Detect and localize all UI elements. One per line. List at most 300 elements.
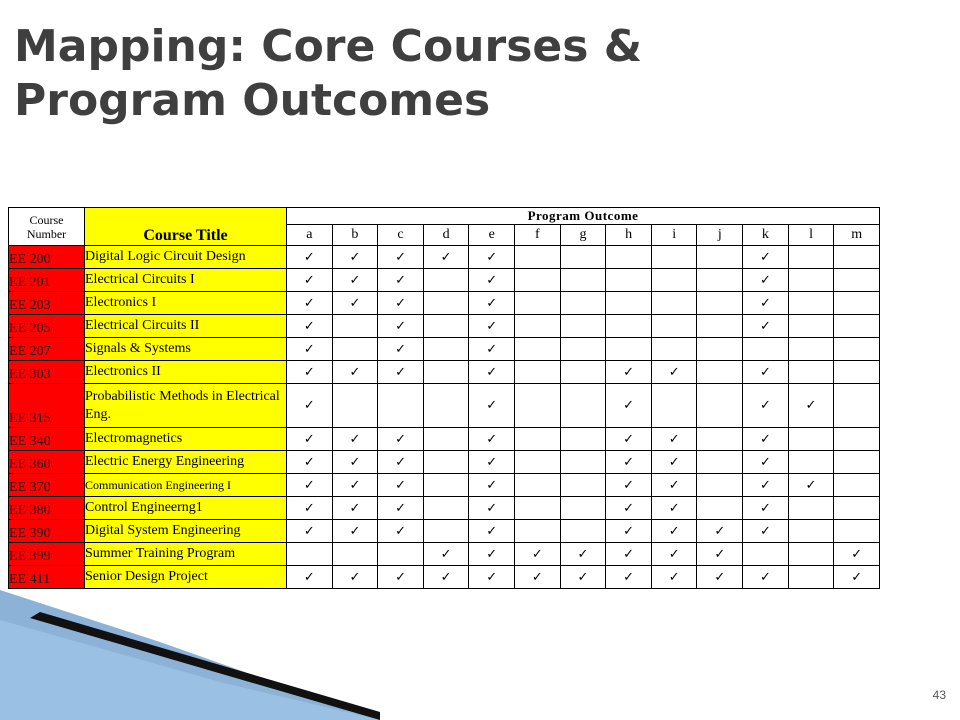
outcome-cell-e	[469, 474, 515, 497]
outcome-cell-b	[332, 384, 378, 428]
outcome-cell-c	[378, 269, 424, 292]
outcome-cell-m	[834, 474, 880, 497]
outcome-cell-i	[651, 451, 697, 474]
check-icon: ✓	[486, 364, 498, 380]
check-icon: ✓	[303, 398, 315, 413]
check-icon: ✓	[440, 249, 452, 265]
course-title-cell: Electric Energy Engineering	[85, 451, 287, 474]
check-icon: ✓	[303, 500, 315, 516]
check-icon: ✓	[440, 546, 452, 562]
outcome-cell-h	[606, 338, 652, 361]
check-icon: ✓	[440, 569, 452, 585]
course-number-cell: EE 370	[9, 474, 85, 497]
check-icon: ✓	[668, 454, 680, 470]
outcome-cell-c	[378, 497, 424, 520]
check-icon: ✓	[486, 569, 498, 585]
check-icon: ✓	[303, 431, 315, 447]
outcome-cell-i	[651, 292, 697, 315]
outcome-cell-j	[697, 384, 743, 428]
outcome-cell-j	[697, 497, 743, 520]
course-title-header: Course Title	[85, 208, 287, 246]
check-icon: ✓	[714, 546, 726, 562]
course-title-cell: Communication Engineering I	[85, 474, 287, 497]
check-icon: ✓	[395, 295, 406, 311]
check-icon: ✓	[395, 477, 406, 493]
check-icon: ✓	[759, 477, 771, 493]
table-row	[9, 315, 880, 338]
check-icon: ✓	[395, 249, 406, 265]
outcome-cell-c	[378, 384, 424, 428]
outcome-cell-l	[788, 566, 834, 589]
outcome-header-e: e	[469, 225, 515, 246]
outcome-cell-i	[651, 497, 697, 520]
check-icon: ✓	[759, 569, 771, 585]
check-icon: ✓	[349, 364, 361, 380]
outcome-cell-k	[743, 428, 789, 451]
check-icon: ✓	[668, 364, 680, 380]
outcome-cell-c	[378, 292, 424, 315]
outcome-cell-f	[515, 566, 561, 589]
check-icon: ✓	[714, 569, 726, 585]
outcome-cell-j	[697, 428, 743, 451]
outcome-cell-g	[560, 520, 606, 543]
outcome-cell-e	[469, 384, 515, 428]
outcome-cell-k	[743, 384, 789, 428]
check-icon: ✓	[349, 477, 361, 493]
check-icon: ✓	[623, 569, 635, 585]
course-number-cell: EE 201	[9, 269, 85, 292]
outcome-cell-l	[788, 451, 834, 474]
outcome-header-g: g	[560, 225, 606, 246]
outcome-cell-m	[834, 543, 880, 566]
course-title-cell: Senior Design Project	[85, 566, 287, 589]
check-icon: ✓	[349, 523, 361, 539]
outcome-cell-d	[423, 246, 469, 269]
outcome-cell-d	[423, 384, 469, 428]
outcome-cell-c	[378, 361, 424, 384]
outcome-cell-c	[378, 566, 424, 589]
check-icon: ✓	[851, 569, 863, 585]
outcome-cell-d	[423, 566, 469, 589]
outcome-cell-e	[469, 497, 515, 520]
outcome-cell-h	[606, 246, 652, 269]
outcome-cell-h	[606, 497, 652, 520]
outcome-cell-j	[697, 474, 743, 497]
outcome-cell-f	[515, 269, 561, 292]
table-row	[9, 566, 880, 589]
outcome-cell-l	[788, 269, 834, 292]
outcome-cell-f	[515, 338, 561, 361]
outcome-cell-l	[788, 315, 834, 338]
outcome-cell-i	[651, 338, 697, 361]
check-icon: ✓	[303, 454, 315, 470]
check-icon: ✓	[577, 546, 589, 562]
outcome-cell-h	[606, 428, 652, 451]
outcome-cell-b	[332, 315, 378, 338]
outcome-cell-c	[378, 428, 424, 451]
outcome-cell-d	[423, 543, 469, 566]
course-number-cell: EE 340	[9, 428, 85, 451]
outcome-cell-j	[697, 451, 743, 474]
outcome-cell-j	[697, 361, 743, 384]
outcome-cell-l	[788, 543, 834, 566]
outcome-cell-g	[560, 474, 606, 497]
outcome-cell-k	[743, 315, 789, 338]
outcome-cell-e	[469, 428, 515, 451]
outcome-cell-l	[788, 292, 834, 315]
table-row	[9, 474, 880, 497]
check-icon: ✓	[486, 477, 498, 493]
course-number-cell: EE 207	[9, 338, 85, 361]
outcome-cell-m	[834, 269, 880, 292]
check-icon: ✓	[395, 341, 406, 357]
outcome-header-a: a	[287, 225, 333, 246]
check-icon: ✓	[623, 364, 635, 380]
check-icon: ✓	[349, 295, 361, 311]
outcome-cell-b	[332, 474, 378, 497]
outcome-cell-g	[560, 361, 606, 384]
check-icon: ✓	[349, 500, 361, 516]
outcome-cell-h	[606, 543, 652, 566]
check-icon: ✓	[486, 318, 498, 334]
outcome-cell-e	[469, 451, 515, 474]
outcome-cell-g	[560, 451, 606, 474]
outcome-cell-e	[469, 566, 515, 589]
outcome-cell-i	[651, 543, 697, 566]
outcome-cell-l	[788, 428, 834, 451]
outcome-cell-j	[697, 338, 743, 361]
check-icon: ✓	[668, 523, 680, 539]
outcome-cell-m	[834, 451, 880, 474]
outcome-cell-i	[651, 246, 697, 269]
outcome-cell-f	[515, 246, 561, 269]
check-icon: ✓	[303, 364, 315, 380]
outcome-cell-b	[332, 520, 378, 543]
slide-title-line2: Program Outcomes	[14, 75, 491, 126]
outcome-header-c: c	[378, 225, 424, 246]
outcome-cell-b	[332, 451, 378, 474]
check-icon: ✓	[759, 398, 771, 413]
outcome-cell-h	[606, 520, 652, 543]
outcome-cell-a	[287, 246, 333, 269]
page-number: 43	[932, 688, 946, 702]
outcome-cell-f	[515, 315, 561, 338]
course-title-cell: Electronics II	[85, 361, 287, 384]
check-icon: ✓	[851, 546, 863, 562]
check-icon: ✓	[531, 546, 543, 562]
check-icon: ✓	[623, 431, 635, 447]
outcome-cell-f	[515, 384, 561, 428]
check-icon: ✓	[486, 454, 498, 470]
outcome-cell-b	[332, 428, 378, 451]
outcome-cell-f	[515, 428, 561, 451]
outcome-cell-a	[287, 384, 333, 428]
course-number-cell: EE 411	[9, 566, 85, 589]
outcome-cell-d	[423, 497, 469, 520]
outcome-cell-m	[834, 361, 880, 384]
outcome-cell-k	[743, 338, 789, 361]
check-icon: ✓	[623, 454, 635, 470]
check-icon: ✓	[395, 431, 406, 447]
outcome-cell-j	[697, 246, 743, 269]
course-title-cell: Summer Training Program	[85, 543, 287, 566]
check-icon: ✓	[668, 569, 680, 585]
outcome-cell-k	[743, 269, 789, 292]
check-icon: ✓	[395, 272, 406, 288]
program-outcome-header: Program Outcome	[287, 208, 880, 225]
outcome-cell-e	[469, 543, 515, 566]
check-icon: ✓	[623, 477, 635, 493]
check-icon: ✓	[349, 569, 361, 585]
outcome-cell-h	[606, 269, 652, 292]
check-icon: ✓	[303, 272, 315, 288]
outcome-header-h: h	[606, 225, 652, 246]
course-number-cell: EE 390	[9, 520, 85, 543]
outcome-cell-g	[560, 292, 606, 315]
check-icon: ✓	[486, 523, 498, 539]
check-icon: ✓	[759, 500, 771, 516]
outcome-cell-a	[287, 543, 333, 566]
outcome-cell-i	[651, 361, 697, 384]
outcome-header-j: j	[697, 225, 743, 246]
table-row	[9, 269, 880, 292]
check-icon: ✓	[486, 295, 498, 311]
check-icon: ✓	[303, 477, 315, 493]
outcome-cell-j	[697, 566, 743, 589]
check-icon: ✓	[349, 249, 361, 265]
outcome-cell-a	[287, 315, 333, 338]
outcome-cell-d	[423, 338, 469, 361]
outcome-cell-g	[560, 428, 606, 451]
outcome-cell-e	[469, 338, 515, 361]
slide-title-line1: Mapping: Core Courses &	[14, 21, 643, 72]
outcome-cell-f	[515, 474, 561, 497]
outcome-cell-k	[743, 361, 789, 384]
table-row	[9, 246, 880, 269]
outcome-cell-i	[651, 566, 697, 589]
outcome-cell-c	[378, 543, 424, 566]
outcome-cell-f	[515, 451, 561, 474]
check-icon: ✓	[303, 523, 315, 539]
outcome-cell-j	[697, 315, 743, 338]
outcome-cell-k	[743, 451, 789, 474]
check-icon: ✓	[486, 272, 498, 288]
table-row	[9, 520, 880, 543]
outcome-cell-j	[697, 269, 743, 292]
check-icon: ✓	[395, 454, 406, 470]
check-icon: ✓	[623, 398, 635, 413]
check-icon: ✓	[486, 431, 498, 447]
outcome-cell-h	[606, 292, 652, 315]
check-icon: ✓	[759, 272, 771, 288]
outcome-cell-b	[332, 246, 378, 269]
outcome-cell-d	[423, 269, 469, 292]
decorative-swoosh	[0, 590, 380, 720]
outcome-cell-e	[469, 361, 515, 384]
outcome-cell-e	[469, 315, 515, 338]
outcome-cell-m	[834, 292, 880, 315]
check-icon: ✓	[714, 523, 726, 539]
outcome-cell-a	[287, 451, 333, 474]
outcome-cell-i	[651, 269, 697, 292]
outcome-header-l: l	[788, 225, 834, 246]
outcome-cell-l	[788, 384, 834, 428]
outcome-cell-k	[743, 292, 789, 315]
outcome-cell-e	[469, 292, 515, 315]
outcome-cell-a	[287, 520, 333, 543]
outcome-cell-l	[788, 474, 834, 497]
check-icon: ✓	[395, 500, 406, 516]
outcome-header-i: i	[651, 225, 697, 246]
outcome-cell-m	[834, 315, 880, 338]
check-icon: ✓	[395, 364, 406, 380]
outcome-cell-m	[834, 384, 880, 428]
outcome-cell-c	[378, 315, 424, 338]
outcome-cell-d	[423, 428, 469, 451]
table-row	[9, 361, 880, 384]
outcome-cell-a	[287, 566, 333, 589]
outcome-cell-i	[651, 474, 697, 497]
course-number-cell: EE 399	[9, 543, 85, 566]
check-icon: ✓	[349, 454, 361, 470]
outcome-cell-i	[651, 315, 697, 338]
course-title-cell: Probabilistic Methods in Electrical Eng.	[85, 384, 287, 428]
table-header-row-top	[9, 208, 880, 225]
outcome-cell-d	[423, 292, 469, 315]
outcome-cell-b	[332, 497, 378, 520]
check-icon: ✓	[303, 341, 315, 357]
outcome-cell-g	[560, 269, 606, 292]
outcome-cell-f	[515, 497, 561, 520]
outcome-cell-l	[788, 520, 834, 543]
course-title-cell: Digital Logic Circuit Design	[85, 246, 287, 269]
check-icon: ✓	[668, 500, 680, 516]
outcome-cell-d	[423, 361, 469, 384]
outcome-cell-a	[287, 269, 333, 292]
outcome-cell-m	[834, 246, 880, 269]
outcome-cell-e	[469, 269, 515, 292]
course-number-cell: EE 315	[9, 384, 85, 428]
outcome-cell-h	[606, 361, 652, 384]
outcome-cell-g	[560, 246, 606, 269]
check-icon: ✓	[577, 569, 589, 585]
check-icon: ✓	[805, 477, 817, 493]
outcome-cell-k	[743, 474, 789, 497]
outcome-cell-m	[834, 338, 880, 361]
course-title-cell: Electromagnetics	[85, 428, 287, 451]
outcome-cell-h	[606, 566, 652, 589]
outcome-cell-g	[560, 338, 606, 361]
outcome-cell-a	[287, 292, 333, 315]
outcome-cell-b	[332, 543, 378, 566]
outcome-cell-a	[287, 361, 333, 384]
outcome-cell-i	[651, 428, 697, 451]
outcome-header-d: d	[423, 225, 469, 246]
outcome-cell-b	[332, 269, 378, 292]
outcome-cell-c	[378, 474, 424, 497]
outcome-cell-k	[743, 497, 789, 520]
outcome-cell-d	[423, 451, 469, 474]
outcome-cell-l	[788, 497, 834, 520]
check-icon: ✓	[303, 295, 315, 311]
check-icon: ✓	[531, 569, 543, 585]
check-icon: ✓	[668, 431, 680, 447]
outcome-cell-b	[332, 292, 378, 315]
check-icon: ✓	[805, 398, 817, 413]
outcome-cell-a	[287, 428, 333, 451]
outcome-cell-b	[332, 566, 378, 589]
outcome-cell-g	[560, 384, 606, 428]
outcome-cell-h	[606, 474, 652, 497]
check-icon: ✓	[486, 341, 498, 357]
outcome-cell-d	[423, 520, 469, 543]
check-icon: ✓	[623, 546, 635, 562]
table-row	[9, 451, 880, 474]
course-number-cell: EE 203	[9, 292, 85, 315]
outcome-cell-h	[606, 315, 652, 338]
outcome-cell-g	[560, 543, 606, 566]
outcome-header-k: k	[743, 225, 789, 246]
course-title-cell: Electronics I	[85, 292, 287, 315]
outcome-header-b: b	[332, 225, 378, 246]
check-icon: ✓	[303, 569, 315, 585]
check-icon: ✓	[759, 249, 771, 265]
check-icon: ✓	[349, 431, 361, 447]
course-number-cell: EE 205	[9, 315, 85, 338]
check-icon: ✓	[759, 295, 771, 311]
check-icon: ✓	[759, 318, 771, 334]
course-number-header-line1: Course	[29, 212, 64, 227]
check-icon: ✓	[303, 318, 315, 334]
outcome-cell-j	[697, 543, 743, 566]
outcome-cell-l	[788, 338, 834, 361]
course-number-header	[9, 208, 85, 246]
slide-title	[14, 20, 642, 128]
check-icon: ✓	[303, 249, 315, 265]
outcome-cell-f	[515, 361, 561, 384]
outcome-cell-c	[378, 246, 424, 269]
outcome-cell-h	[606, 384, 652, 428]
table-row	[9, 292, 880, 315]
check-icon: ✓	[486, 500, 498, 516]
outcome-cell-d	[423, 474, 469, 497]
outcome-cell-h	[606, 451, 652, 474]
mapping-table	[8, 207, 880, 589]
outcome-cell-j	[697, 520, 743, 543]
outcome-cell-k	[743, 566, 789, 589]
table-row	[9, 338, 880, 361]
check-icon: ✓	[759, 364, 771, 380]
outcome-header-m: m	[834, 225, 880, 246]
check-icon: ✓	[395, 569, 406, 585]
check-icon: ✓	[395, 523, 406, 539]
outcome-cell-i	[651, 520, 697, 543]
check-icon: ✓	[486, 249, 498, 265]
outcome-cell-m	[834, 520, 880, 543]
outcome-cell-e	[469, 246, 515, 269]
check-icon: ✓	[349, 272, 361, 288]
outcome-cell-c	[378, 338, 424, 361]
check-icon: ✓	[486, 546, 498, 562]
outcome-cell-g	[560, 566, 606, 589]
outcome-cell-i	[651, 384, 697, 428]
outcome-cell-c	[378, 520, 424, 543]
outcome-header-f: f	[515, 225, 561, 246]
check-icon: ✓	[759, 454, 771, 470]
outcome-cell-b	[332, 338, 378, 361]
course-number-cell: EE 200	[9, 246, 85, 269]
outcome-cell-k	[743, 520, 789, 543]
